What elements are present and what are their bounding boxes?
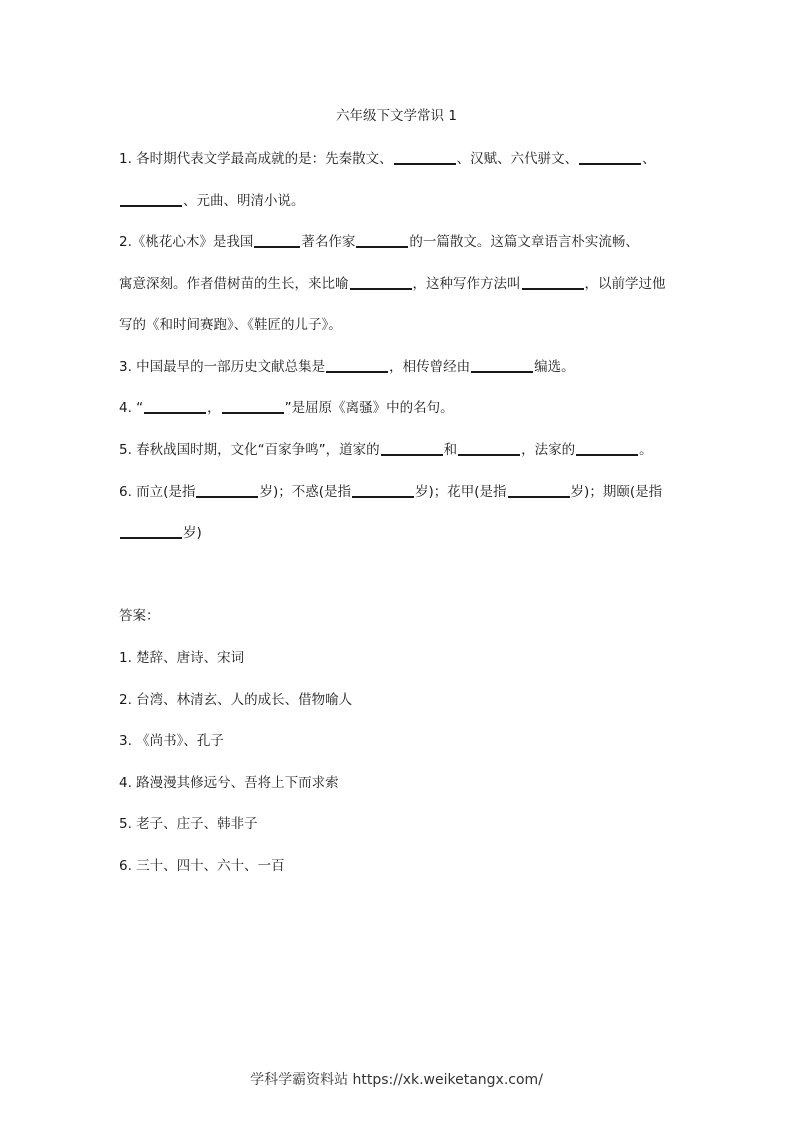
answer-item: 5. 老子、庄子、韩非子 (119, 816, 258, 832)
question-6-text-a: 6. 而立(是指 (119, 484, 196, 500)
answer-blank (196, 496, 258, 498)
answer-blank (579, 163, 641, 165)
question-2-line-1 (119, 233, 639, 251)
answer-blank (222, 412, 284, 414)
question-3 (119, 358, 575, 376)
question-2-text-g: 写的《和时间赛跑》、《鞋匠的儿子》。 (119, 317, 342, 333)
answer-item: 1. 楚辞、唐诗、宋词 (119, 650, 245, 666)
question-6-text-b: 岁)；不惑(是指 (259, 484, 351, 500)
answer-item: 4. 路漫漫其修远兮、吾将上下而求索 (119, 775, 339, 791)
question-2-text-a: 2.《桃花心木》是我国 (119, 234, 254, 250)
answer-blank (381, 454, 443, 456)
answer-item: 6. 三十、四十、六十、一百 (119, 858, 285, 874)
question-2-text-c: 的一篇散文。这篇文章语言朴实流畅、 (409, 234, 639, 250)
answer-blank (144, 412, 206, 414)
question-4-text-b: ， (207, 400, 221, 416)
question-6-text-e: 岁) (183, 525, 202, 541)
question-6-text-d: 岁)；期颐(是指 (570, 484, 663, 500)
question-3-text-a: 3. 中国最早的一部历史文献总集是 (119, 359, 326, 375)
question-5-text-d: 。 (639, 442, 653, 458)
question-1-text-d: 、元曲、明清小说。 (183, 193, 305, 209)
answer-blank (471, 371, 533, 373)
question-2-line-2 (119, 275, 666, 293)
question-6-text-c: 岁)；花甲(是指 (415, 484, 507, 500)
question-5-text-a: 5. 春秋战国时期，文化“百家争鸣”，道家的 (119, 442, 380, 458)
question-4 (119, 399, 454, 417)
question-2-text-d: 寓意深刻。作者借树苗的生长，来比喻 (119, 276, 349, 292)
question-5 (119, 441, 653, 459)
answer-blank (120, 537, 182, 539)
answer-blank (394, 163, 456, 165)
question-2-text-f: ，以前学过他 (584, 276, 666, 292)
answer-blank (458, 454, 520, 456)
answer-item: 3. 《尚书》、孔子 (119, 733, 224, 749)
question-1-text-b: 、汉赋、六代骈文、 (456, 151, 579, 167)
question-1-line-2 (119, 192, 305, 210)
answer-blank (352, 496, 414, 498)
answer-blank (508, 496, 570, 498)
question-6-line-1 (119, 483, 662, 501)
question-2-line-3 (119, 316, 342, 334)
question-1-text-c: 、 (642, 151, 656, 167)
answer-blank (356, 246, 408, 248)
answer-blank (522, 288, 584, 290)
answer-blank (350, 288, 412, 290)
footer-watermark: 学科学霸资料站 https://xk.weiketangx.com/ (250, 1072, 543, 1088)
answer-blank (254, 246, 300, 248)
answer-blank (576, 454, 638, 456)
answer-blank (120, 205, 182, 207)
question-5-text-c: ，法家的 (521, 442, 576, 458)
answers-heading: 答案： (119, 608, 160, 624)
answer-item: 2. 台湾、林清玄、人的成长、借物喻人 (119, 692, 353, 708)
question-3-text-b: ，相传曾经由 (389, 359, 471, 375)
question-5-text-b: 和 (443, 442, 458, 458)
answer-blank (326, 371, 388, 373)
question-4-text-a: 4. “ (119, 400, 144, 416)
question-4-text-c: ”是屈原《离骚》中的名句。 (284, 400, 454, 416)
question-3-text-c: 编选。 (534, 359, 575, 375)
question-2-text-e: ，这种写作方法叫 (412, 276, 521, 292)
page-title: 六年级下文学常识 1 (336, 108, 457, 124)
question-6-line-2 (119, 524, 202, 542)
question-1-text-a: 1. 各时期代表文学最高成就的是：先秦散文、 (119, 151, 393, 167)
question-2-text-b: 著名作家 (301, 234, 356, 250)
question-1-line-1 (119, 150, 656, 168)
